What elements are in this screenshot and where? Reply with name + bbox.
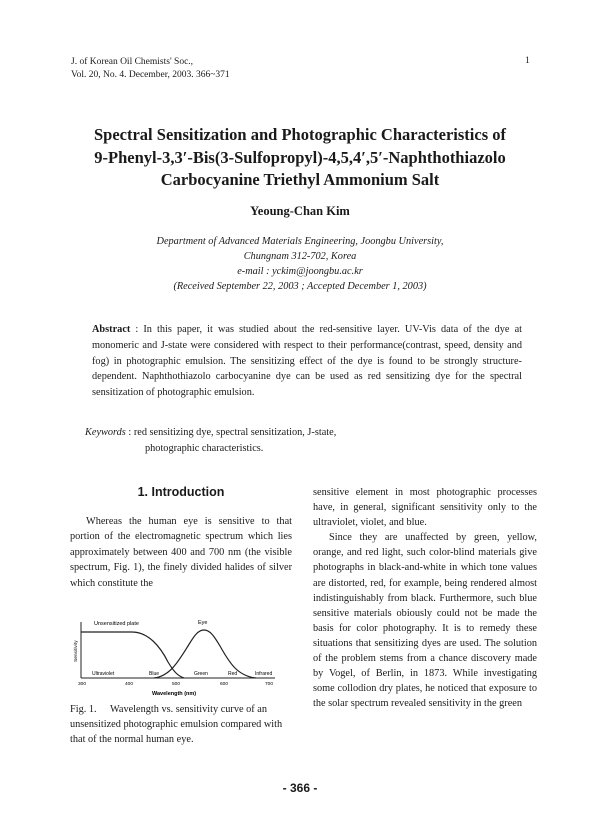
tick-300: 300: [78, 682, 87, 687]
right-column: [313, 485, 537, 711]
keywords: [85, 425, 525, 457]
band-label-green: Green: [194, 671, 208, 677]
keywords-line-1: : red sensitizing dye, spectral sensitization, J-state,: [128, 427, 337, 438]
section-heading: 1. Introduction: [137, 485, 225, 499]
received-line: (Received September 22, 2003 ; Accepted December 1, 2003): [173, 281, 427, 292]
band-label-ultraviolet: Ultraviolet: [92, 671, 115, 677]
page-footer: - 366 -: [282, 781, 318, 795]
journal-line-2: Vol. 20, No. 4. December, 2003. 366~371: [71, 69, 230, 80]
intro-paragraph: Whereas the human eye is sensitive to that portion of the electromagnetic spectrum which lies approximately between 400 and 700 nm (the visible spectrum, Fig. 1), the finely divided halides of silver which constitute the: [70, 516, 292, 589]
curve-label-eye: Eye: [198, 620, 208, 626]
affiliation-line-1: Department of Advanced Materials Engineering, Joongbu University,: [156, 236, 444, 247]
left-column: [70, 514, 292, 591]
affiliation: [0, 234, 600, 294]
y-axis-label: Sensitivity: [74, 640, 79, 662]
band-label-red: Red: [228, 671, 238, 677]
figure-caption-text: Wavelength vs. sensitivity curve of an unsensitized photographic emulsion compared with that of the normal human eye.: [70, 704, 283, 745]
paper-title: [40, 124, 560, 192]
abstract: [92, 322, 522, 401]
abstract-text: : In this paper, it was studied about the red-sensitive layer. UV-Vis data of the dye at monomeric and J-state were considered with respect to their performance(contrast, speed, density and fog) in photographic emulsion. The sensitizing effect of the dye is found to be strongly structure-dependent. Naphthothiazolo carbocyanine dye can be used as red sensitizing dye for the spectral sensitization of photographic emulsion.: [92, 324, 522, 399]
abstract-label: Abstract: [92, 324, 131, 335]
affiliation-line-2: Chungnam 312-702, Korea: [243, 251, 357, 262]
keywords-line-2: photographic characteristics.: [145, 443, 264, 454]
journal-citation: [71, 56, 230, 81]
figure-caption-label: Fig. 1.: [70, 704, 97, 715]
tick-400: 400: [125, 682, 134, 687]
right-paragraph-1: sensitive element in most photographic processes have, in general, significant sensitivity only to the ultraviolet, violet, and blue.: [313, 487, 537, 529]
band-label-infrared: Infrared: [255, 671, 273, 677]
tick-500: 500: [172, 682, 181, 687]
figure-1: [70, 606, 292, 698]
email-line: e-mail : yckim@joongbu.ac.kr: [237, 266, 363, 277]
title-line-1: Spectral Sensitization and Photographic Characteristics of: [93, 125, 506, 144]
x-axis-label: Wavelength (nm): [152, 691, 197, 697]
page-number-top: 1: [525, 56, 530, 66]
curve-label-unsensitized: Unsensitized plate: [94, 621, 139, 627]
tick-700: 700: [265, 682, 274, 687]
author-name: Yeoung-Chan Kim: [250, 204, 350, 218]
figure-caption: [70, 702, 292, 747]
band-label-blue: Blue: [149, 671, 160, 677]
journal-line-1: J. of Korean Oil Chemists' Soc.,: [71, 57, 194, 67]
tick-600: 600: [220, 682, 229, 687]
keywords-label: Keywords: [85, 427, 126, 438]
right-paragraph-2: Since they are unaffected by green, yellow, orange, and red light, such color-blind materials give photographs in black-and-white in which tone values are distorted, red, for example, being rendered almost indistinguishably from black. Furthermore, such blue sensitive materials obiously could not be made the basis for color photography. It is to remedy these situations that sensitizing dyes are used. The solution of the problem stems from a chance discovery made by Vogel, of Berlin, in 1873. While investigating some collodion dry plates, he noticed that exposure to the solar spectrum revealed sensitivity in the green: [313, 532, 537, 710]
title-line-2: 9-Phenyl-3,3′-Bis(3-Sulfopropyl)-4,5,4′,5′-Naphthothiazolo: [94, 147, 506, 167]
title-line-3: Carbocyanine Triethyl Ammonium Salt: [160, 170, 440, 189]
